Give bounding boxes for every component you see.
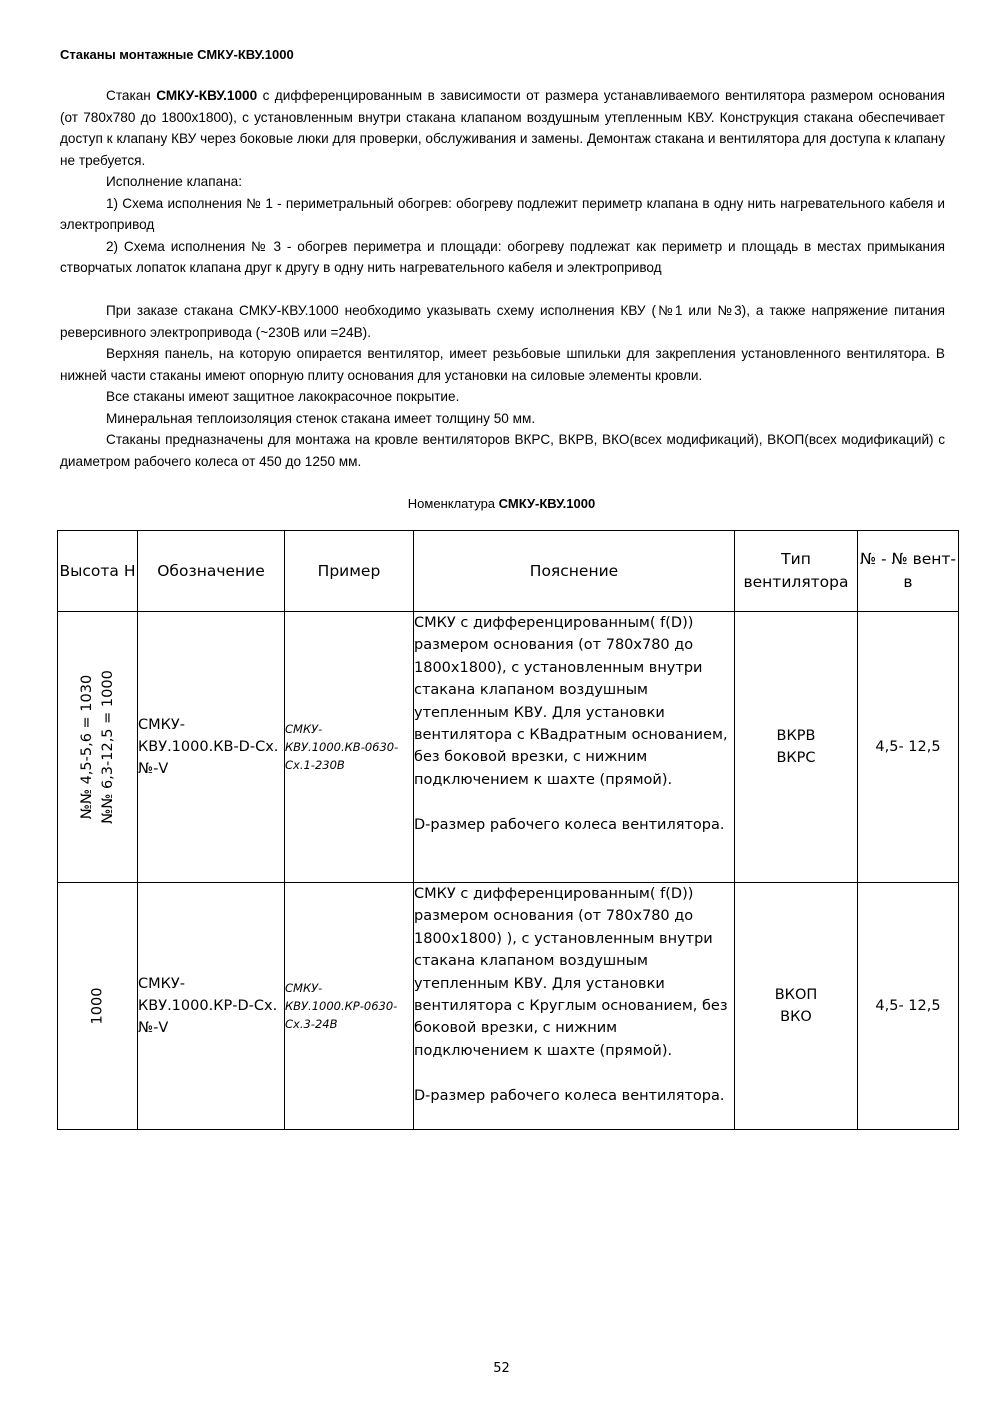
nomenclature-table — [57, 530, 959, 1130]
fan-type-cell — [735, 883, 858, 1130]
designation-cell: СМКУ-КВУ.1000.КВ-D-Сх.№-V — [138, 612, 285, 883]
top-panel-paragraph: Верхняя панель, на которую опирается вентилятор, имеет резьбовые шпильки для закрепления установленного вентилятора. В нижней части стаканы имеют опорную плиту основания для установки на силовые элементы кровли. — [60, 346, 945, 383]
intro-rest: с дифференцированным в зависимости от размера устанавливаемого вентилятора размером основания (от 780х780 до 1800х1800), с установленным внутри стакана клапаном воздушным утепленным КВУ. Конструкция стакана обеспечивает доступ к клапану КВУ через боковые люки для проверки, обслуживания и замены. Демонтаж стакана и вентилятора для доступа к клапану не требуется. — [60, 88, 946, 168]
table-row — [58, 883, 959, 1130]
fan-type-item: ВКО — [780, 1009, 812, 1025]
scheme-1-paragraph: 1) Схема исполнения № 1 - периметральный обогрев: обогреву подлежит периметр клапана в одну нить нагревательного кабеля и электропривод — [60, 195, 945, 232]
height-rotated-text — [87, 988, 108, 1025]
caption-product-name: СМКУ-КВУ.1000 — [498, 496, 596, 511]
intro-paragraph — [60, 85, 945, 171]
table-caption — [0, 496, 993, 511]
height-line: №№ 4,5-5,6 = 1030 — [78, 674, 95, 820]
coating-paragraph: Все стаканы имеют защитное лакокрасочное покрытие. — [106, 389, 460, 404]
table-row — [58, 612, 959, 883]
header-fan-type: Тип вентилятора — [735, 531, 858, 612]
table-header-row — [58, 531, 959, 612]
height-line: №№ 6,3-12,5 = 1000 — [99, 670, 116, 824]
explanation-text: СМКУ с дифференцированным( f(D)) размером основания (от 780х780 до 1800х1800) ), с установленным внутри стакана клапаном воздушным утепленным КВУ. Для установки вентилятора с Круглым основанием, без боковой врезки, с нижним подключением к шахте (прямой). — [414, 886, 728, 1059]
explanation-cell — [414, 612, 735, 883]
section-heading: Стаканы монтажные СМКУ-КВУ.1000 — [60, 47, 294, 62]
explanation-cell — [414, 883, 735, 1130]
explanation-text: СМКУ с дифференцированным( f(D)) размером основания (от 780х780 до 1800х1800), с установленным внутри стакана клапаном воздушным утепленным КВУ. Для установки вентилятора с КВадратным основанием, без боковой врезки, с нижним подключением к шахте (прямой). — [414, 615, 728, 788]
page-number: 52 — [493, 1361, 510, 1376]
fan-type-item: ВКРВ — [776, 728, 816, 744]
insulation-paragraph: Минеральная теплоизоляция стенок стакана имеет толщину 50 мм. — [106, 410, 536, 426]
header-designation: Обозначение — [138, 531, 285, 612]
intro-prefix: Стакан — [106, 88, 157, 103]
example-cell: СМКУ-КВУ.1000.КВ-0630-Сх.1-230В — [285, 612, 414, 883]
explanation-note: D-размер рабочего колеса вентилятора. — [414, 1087, 725, 1104]
caption-prefix: Номенклатура — [407, 496, 499, 511]
order-paragraph: При заказе стакана СМКУ-КВУ.1000 необходимо указывать схему исполнения КВУ (№1 или №3), а также напряжение питания реверсивного электропривода (~230В или =24В). — [60, 303, 945, 340]
header-example: Пример — [285, 531, 414, 612]
height-cell — [58, 883, 138, 1130]
fan-numbers-cell: 4,5- 12,5 — [858, 612, 959, 883]
intro-block — [60, 85, 945, 472]
example-cell: СМКУ-КВУ.1000.КР-0630-Сх.3-24В — [285, 883, 414, 1130]
height-rotated-text — [77, 670, 119, 824]
purpose-paragraph: Стаканы предназначены для монтажа на кровле вентиляторов ВКРС, ВКРВ, ВКО(всех модификаций), ВКОП(всех модификаций) с диаметром рабочего колеса от 450 до 1250 мм. — [60, 432, 945, 469]
header-explanation: Пояснение — [414, 531, 735, 612]
valve-title: Исполнение клапана: — [106, 174, 242, 189]
designation-cell: СМКУ-КВУ.1000.КР-D-Сх.№-V — [138, 883, 285, 1130]
fan-type-item: ВКРС — [776, 750, 816, 766]
height-cell — [58, 612, 138, 883]
fan-type-item: ВКОП — [774, 987, 818, 1003]
fan-type-cell — [735, 612, 858, 883]
header-fan-numbers: № - № вент-в — [858, 531, 959, 612]
header-height: Высота Н — [58, 531, 138, 612]
fan-numbers-cell: 4,5- 12,5 — [858, 883, 959, 1130]
scheme-3-paragraph: 2) Схема исполнения № 3 - обогрев периметра и площади: обогреву подлежат как периметр и площадь в местах примыкания створчатых лопаток клапана друг к другу в одну нить нагревательного кабеля и электропривод — [60, 238, 945, 275]
intro-product-name: СМКУ-КВУ.1000 — [156, 88, 258, 103]
explanation-note: D-размер рабочего колеса вентилятора. — [414, 816, 725, 833]
height-line: 1000 — [89, 987, 105, 1025]
